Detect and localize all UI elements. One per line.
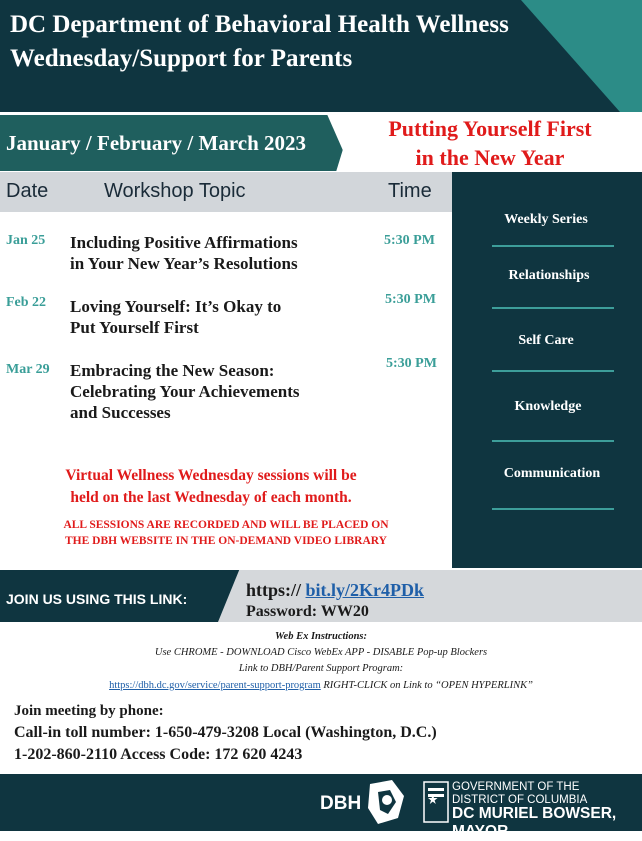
gov-line-1: GOVERNMENT OF THE [452, 781, 580, 793]
sidebar-item-communication: Communication [503, 466, 601, 481]
sidebar-divider [492, 307, 614, 309]
column-header-topic: Workshop Topic [104, 180, 246, 202]
session-topic [70, 296, 370, 338]
column-header-time: Time [388, 180, 432, 202]
session-topic-line: and Successes [70, 403, 171, 422]
join-label: JOIN US USING THIS LINK: [6, 591, 188, 607]
phone-toll-number: Call-in toll number: 1-650-479-3208 Local (Washington, D.C.) [14, 724, 437, 741]
theme-line-2: in the New Year [415, 145, 565, 170]
recorded-note-line-1: ALL SESSIONS ARE RECORDED AND WILL BE PLACED ON [63, 519, 389, 531]
program-link[interactable]: https://dbh.dc.gov/service/parent-support-program [109, 680, 321, 691]
meeting-password: Password: WW20 [246, 603, 369, 620]
page-title [10, 8, 610, 76]
sidebar-item-knowledge: Knowledge [514, 399, 582, 414]
sidebar-divider [492, 370, 614, 372]
sidebar-item-relationships: Relationships [508, 268, 590, 283]
session-time: 5:30 PM [386, 356, 437, 371]
phone-access-code: 1-202-860-2110 Access Code: 172 620 4243 [14, 746, 303, 763]
webex-program-label: Link to DBH/Parent Support Program: [238, 663, 404, 674]
session-topic-line: Celebrating Your Achievements [70, 382, 300, 401]
right-click-instruction: RIGHT-CLICK on Link to “OPEN HYPERLINK” [320, 680, 533, 691]
phone-heading: Join meeting by phone: [14, 703, 164, 719]
virtual-note-line-1: Virtual Wellness Wednesday sessions will be [65, 467, 357, 484]
session-topic-line: Loving Yourself: It’s Okay to [70, 297, 282, 316]
join-link-row [246, 580, 424, 601]
recorded-sessions-note [0, 517, 452, 549]
session-date: Mar 29 [6, 362, 50, 377]
dc-flag-icon [422, 780, 450, 824]
sidebar-item-self-care: Self Care [518, 333, 574, 348]
sidebar-item-weekly-series: Weekly Series [504, 212, 588, 227]
mayor-name: MURIEL BOWSER, MAYOR [452, 805, 617, 840]
session-topic-line: Put Yourself First [70, 318, 199, 337]
session-topic-line: Embracing the New Season: [70, 361, 275, 380]
session-topic [70, 232, 370, 274]
gov-dc-label [452, 781, 587, 807]
program-link-row [0, 680, 642, 691]
webex-heading: Web Ex Instructions: [275, 631, 367, 642]
mayor-line [452, 805, 642, 841]
gov-line-2: DISTRICT OF COLUMBIA [452, 794, 588, 806]
title-line-2: Wednesday/Support for Parents [10, 45, 353, 72]
virtual-sessions-note [0, 465, 422, 509]
session-topic [70, 360, 370, 423]
session-date: Feb 22 [6, 295, 47, 310]
session-time: 5:30 PM [384, 233, 435, 248]
title-line-1: DC Department of Behavioral Health Wellness [10, 11, 509, 38]
session-topic-line: in Your New Year’s Resolutions [70, 254, 298, 273]
link-prefix: https:// [246, 580, 302, 600]
session-topic-line: Including Positive Affirmations [70, 233, 298, 252]
join-link[interactable]: bit.ly/2Kr4PDk [305, 580, 425, 600]
sidebar-divider [492, 508, 614, 510]
dc-monogram: DC [452, 805, 475, 822]
webex-instructions: Use CHROME - DOWNLOAD Cisco WebEx APP - DISABLE Pop-up Blockers [154, 647, 488, 658]
sidebar-divider [492, 440, 614, 442]
theme-title [345, 114, 635, 172]
sidebar-divider [492, 245, 614, 247]
session-date: Jan 25 [6, 233, 46, 248]
months-label: January / February / March 2023 [6, 131, 307, 155]
session-time: 5:30 PM [385, 292, 436, 307]
column-header-date: Date [6, 180, 49, 202]
recorded-note-line-2: THE DBH WEBSITE IN THE ON-DEMAND VIDEO LIBRARY [65, 535, 387, 547]
virtual-note-line-2: held on the last Wednesday of each month. [70, 489, 352, 506]
theme-line-1: Putting Yourself First [388, 116, 592, 141]
dbh-wordmark: DBH [320, 793, 362, 814]
